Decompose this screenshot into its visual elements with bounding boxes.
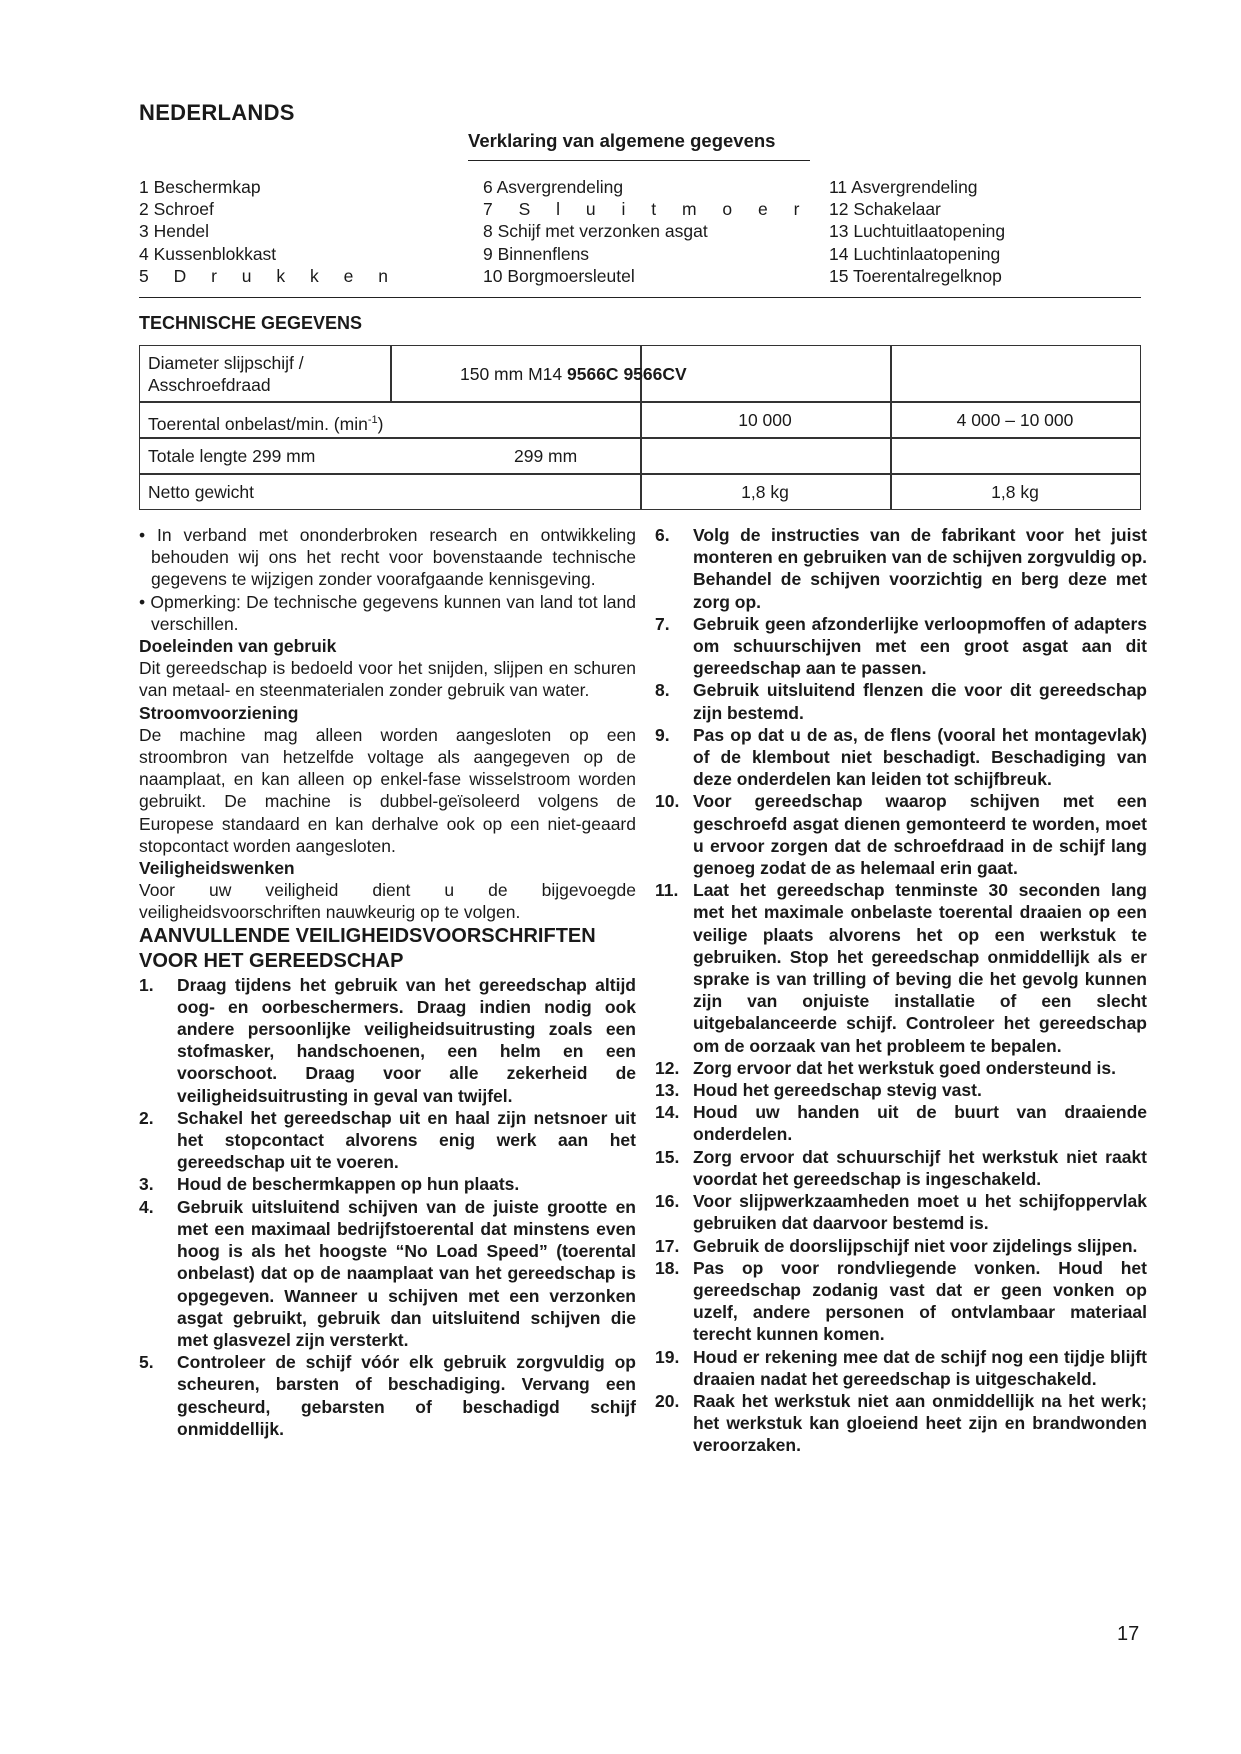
speed-label-sup: -1 <box>367 414 378 426</box>
list-number: 3. <box>139 1174 154 1195</box>
list-text: Houd er rekening mee dat de schijf nog een tijdje blijft draaien nadat het gereedschap is uitgeschakeld. <box>693 1346 1147 1389</box>
list-item <box>139 1351 636 1440</box>
legend-divider <box>139 297 1141 298</box>
list-text: Pas op voor rondvliegende vonken. Houd het gereedschap zodanig vast dat er geen vonken op uzelf, andere personen of ontvlambaar materiaal terecht kunnen komen. <box>693 1257 1147 1345</box>
declaration-title: Verklaring van algemene gegevens <box>468 130 776 151</box>
list-number: 20. <box>655 1390 680 1411</box>
list-number: 12. <box>655 1057 680 1078</box>
spec-label-length: Totale lengte 299 mm <box>148 446 316 466</box>
language-heading: NEDERLANDS <box>139 100 295 125</box>
use-heading: Doeleinden van gebruik <box>139 636 337 657</box>
list-item <box>139 974 636 1107</box>
list-item <box>655 879 1147 1057</box>
list-text: Voor gereedschap waarop schijven met een geschroefd asgat dienen gemonteerd te worden, moet u ervoor zorgen dat de schroefdraad in de schijf lang genoeg zodat de as helemaal erin gaat. <box>693 791 1147 879</box>
power-heading: Stroomvoorziening <box>139 702 299 723</box>
page-number: 17 <box>1117 1623 1140 1645</box>
list-number: 5. <box>139 1352 154 1373</box>
list-text: Gebruik uitsluitend flenzen die voor dit gereedschap zijn bestemd. <box>693 680 1147 723</box>
legend-item: 11 Asvergrendeling <box>829 177 978 197</box>
list-number: 17. <box>655 1235 680 1256</box>
legend-item: 3 Hendel <box>139 221 210 242</box>
spec-label-diameter: Diameter slijpschijf / Asschroefdraad <box>148 353 304 395</box>
list-text: Draag tijdens het gebruik van het gereedschap altijd oog- en oorbeschermers. Draag indien nodig ook andere persoonlijke veiligheidsuitrusting zoals een stofmasker, handschoenen, een helm en een voorschoot. Draag voor alle zekerheid de veiligheidsuitrusting in geval van twijfel. <box>177 974 636 1106</box>
speed-label-close: ) <box>377 413 384 434</box>
legend-item: 4 Kussenblokkast <box>139 243 277 264</box>
extra-safety-list-left <box>139 974 636 1440</box>
power-text: De machine mag alleen worden aangesloten op een stroombron van hetzelfde voltage als aangegeven op de naamplaat, en kan alleen op enkel-fase wisselstroom worden gebruikt. De machine is dubbel-geïsoleerd volgens de Europese standaard en kan derhalve ook op een niet-geaard stopcontact worden aangesloten. <box>139 724 636 856</box>
spec-label-speed <box>148 409 383 435</box>
list-text: Voor slijpwerkzaamheden moet u het schijfoppervlak gebruiken dat daarvoor bestemd is. <box>693 1191 1147 1234</box>
list-item <box>139 1107 636 1174</box>
list-number: 2. <box>139 1107 154 1128</box>
list-item <box>655 1190 1147 1234</box>
legend-item: 15 Toerentalregelknop <box>829 265 1002 286</box>
legend-item: 7 S l u i t m o e r <box>483 199 800 220</box>
extra-safety-list-right <box>655 524 1147 1457</box>
spec-value-diameter <box>460 363 687 385</box>
list-number: 6. <box>655 525 670 545</box>
list-item <box>139 1173 636 1195</box>
specs-title: TECHNISCHE GEGEVENS <box>139 313 363 333</box>
legend-item: 8 Schijf met verzonken asgat <box>483 221 708 242</box>
list-text: Gebruik uitsluitend schijven van de juiste grootte en met een maximaal bedrijfstoerental dat minstens even hoog is als het hoogste “No Load Speed” (toerental onbelast) dat op de naamplaat van het gereedschap is opgegeven. Wanneer u schijven met een verzonken asgat gebruikt, gebruik dan uitsluitend schijven die met glasvezel zijn versterkt. <box>177 1196 636 1350</box>
list-number: 15. <box>655 1146 680 1167</box>
spec-speed-9566c: 10 000 <box>738 410 792 430</box>
note-bullet: • In verband met ononderbroken research en ontwikkeling behouden wij ons het recht voor bovenstaande technische gegevens te wijzigen zonder voorafgaande kennisgeving. <box>139 525 636 590</box>
list-item <box>655 1146 1147 1190</box>
legend-column-3 <box>829 176 1005 287</box>
model-9566c: 9566C <box>567 364 619 384</box>
spec-value-text: 150 mm M14 <box>460 364 563 384</box>
list-number: 13. <box>655 1080 680 1101</box>
list-item <box>655 613 1147 680</box>
list-number: 4. <box>139 1196 154 1217</box>
spec-weight-9566cv: 1,8 kg <box>991 482 1039 502</box>
list-text: Raak het werkstuk niet aan onmiddellijk na het werk; het werkstuk kan gloeiend heet zijn en brandwonden veroorzaken. <box>693 1390 1147 1456</box>
right-column <box>655 524 1147 1457</box>
list-text: Gebruik geen afzonderlijke verloopmoffen of adapters om schuurschijven met een groot asgat aan dit gereedschap aan te passen. <box>693 613 1147 679</box>
note-bullet: • Opmerking: De technische gegevens kunnen van land tot land verschillen. <box>139 591 636 634</box>
list-item <box>655 1079 1147 1101</box>
list-item <box>655 1257 1147 1346</box>
safety-heading: Veiligheidswenken <box>139 858 295 879</box>
list-number: 14. <box>655 1102 680 1123</box>
list-number: 9. <box>655 724 670 745</box>
list-number: 16. <box>655 1191 680 1212</box>
list-item <box>655 679 1147 723</box>
legend-item: 12 Schakelaar <box>829 199 941 220</box>
extra-safety-heading: AANVULLENDE VEILIGHEIDSVOORSCHRIFTEN VOOR HET GEREEDSCHAP <box>139 924 596 972</box>
legend-item: 5 D r u k k e n <box>139 265 388 286</box>
list-number: 19. <box>655 1346 680 1367</box>
spec-speed-9566cv: 4 000 – 10 000 <box>956 410 1074 430</box>
list-item <box>655 1235 1147 1257</box>
list-text: Zorg ervoor dat het werkstuk goed ondersteund is. <box>693 1057 1116 1078</box>
list-number: 18. <box>655 1257 680 1278</box>
legend-item: 1 Beschermkap <box>139 177 261 197</box>
legend-item: 14 Luchtinlaatopening <box>829 243 1001 264</box>
declaration-underline <box>468 160 810 161</box>
legend-item: 2 Schroef <box>139 199 214 220</box>
legend-item: 9 Binnenflens <box>483 243 590 264</box>
list-item <box>655 790 1147 879</box>
legend-column-2 <box>483 176 799 287</box>
list-text: Laat het gereedschap tenminste 30 seconden lang met het maximale onbelaste toerental draaien op een veilige plaats alvorens het op een werkstuk te gebruiken. Stop het gereedschap onmiddellijk als er sprake is van trilling of beving die het gevolg kunnen zijn van onjuiste installatie of een slecht uitgebalanceerde schijf. Controleer het gereedschap om de oorzaak van het probleem te bepalen. <box>693 880 1147 1056</box>
spec-value-length: 299 mm <box>514 446 578 466</box>
list-number: 11. <box>655 880 679 901</box>
legend-column-1 <box>139 176 388 287</box>
list-number: 1. <box>139 974 154 995</box>
list-item <box>655 724 1147 791</box>
list-text: Controleer de schijf vóór elk gebruik zorgvuldig op scheuren, barsten of beschadiging. Vervang een gescheurd, gebarsten of beschadigd schijf onmiddellijk. <box>177 1352 636 1439</box>
list-item <box>655 524 1147 613</box>
spec-label-weight: Netto gewicht <box>148 482 255 502</box>
legend-item: 13 Luchtuitlaatopening <box>829 221 1006 242</box>
list-text: Volg de instructies van de fabrikant voor het juist monteren en gebruiken van de schijven zorgvuldig op. Behandel de schijven voorzichtig en berg deze met zorg op. <box>693 525 1147 612</box>
legend-item: 6 Asvergrendeling <box>483 177 624 197</box>
list-text: Gebruik de doorslijpschijf niet voor zijdelings slijpen. <box>693 1235 1138 1256</box>
list-item <box>655 1346 1147 1390</box>
list-text: Houd de beschermkappen op hun plaats. <box>177 1174 520 1195</box>
list-item <box>655 1057 1147 1079</box>
list-number: 7. <box>655 613 670 634</box>
list-text: Houd het gereedschap stevig vast. <box>693 1080 982 1101</box>
left-column <box>139 524 636 1440</box>
list-text: Schakel het gereedschap uit en haal zijn netsnoer uit het stopcontact alvorens enig werk aan het gereedschap uit te voeren. <box>177 1107 636 1173</box>
spec-weight-9566c: 1,8 kg <box>741 482 789 502</box>
list-item <box>655 1101 1147 1145</box>
list-number: 8. <box>655 680 670 701</box>
legend-item: 10 Borgmoersleutel <box>483 265 635 286</box>
speed-label-text: Toerental onbelast/min. (min <box>148 413 368 434</box>
list-text: Zorg ervoor dat schuurschijf het werkstuk niet raakt voordat het gereedschap is ingeschakeld. <box>693 1146 1147 1189</box>
list-text: Houd uw handen uit de buurt van draaiende onderdelen. <box>693 1102 1147 1145</box>
list-number: 10. <box>655 791 680 812</box>
list-item <box>139 1196 636 1351</box>
model-9566cv: 9566CV <box>623 364 687 384</box>
safety-text: Voor uw veiligheid dient u de bijgevoegde veiligheidsvoorschriften nauwkeurig op te volgen. <box>139 880 636 923</box>
list-item <box>655 1390 1147 1457</box>
list-text: Pas op dat u de as, de flens (vooral het montagevlak) of de klembout niet beschadigt. Beschadiging van deze onderdelen kan leiden tot schijfbreuk. <box>693 724 1147 790</box>
use-text: Dit gereedschap is bedoeld voor het snijden, slijpen en schuren van metaal- en steenmaterialen zonder gebruik van water. <box>139 658 636 701</box>
specs-table <box>139 345 1141 510</box>
